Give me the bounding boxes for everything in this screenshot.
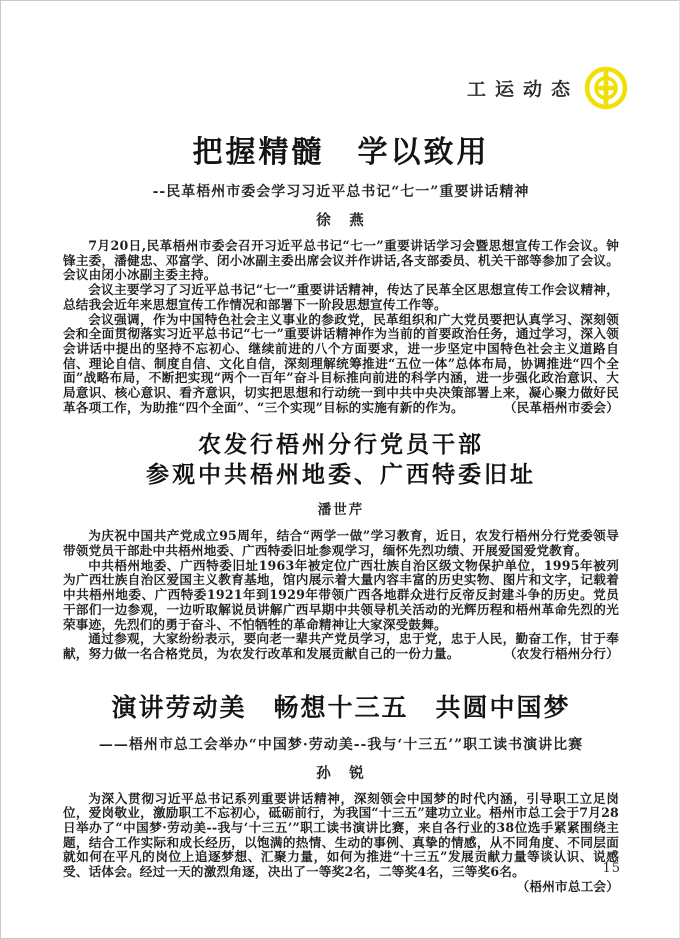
article-1-paragraph: 会议主要学习了习近平总书记“七一”重要讲话精神，传达了民革全区思想宣传工作会议精神，总结我会近年来思想宣传工作情况和部署下一阶段思想宣传工作等。 [63, 282, 619, 312]
article-3 [63, 688, 619, 895]
article-1-paragraph [63, 313, 619, 416]
article-2-paragraph: 中共梧州地委、广西特委旧址1963年被定位广西壮族自治区级文物保护单位，1995年被列为广西壮族自治区爱国主义教育基地，馆内展示着大量内容丰富的历史实物、图片和文字，记载着中共梧州地委、广西特委1921年到1929年带领广西各地群众进行反帝反封建斗争的历史。党员干部们一边参观，一边听取解说员讲解广西早期中共领导机关活动的光辉历程和梧州革命先烈的光荣事迹，先烈们的勇于奋斗、不怕牺牲的革命精神让大家深受鼓舞。 [63, 557, 619, 632]
article-2-author: 潘世芹 [317, 502, 365, 519]
article-1-byline: （民革梧州市委会） [503, 399, 619, 415]
article-3-paragraph [63, 790, 619, 894]
article-1-author: 徐 燕 [316, 212, 366, 229]
article-1-subtitle: --民革梧州市委会学习习近平总书记“七一”重要讲话精神 [152, 184, 530, 200]
article-2-paragraph: 为庆祝中国共产党成立95周年，结合“两学一做”学习教育，近日，农发行梧州分行党委领导带领党员干部赴中共梧州地委、广西特委旧址参观学习，缅怀先烈功绩、开展爱国爱党教育。 [63, 528, 619, 559]
masthead-title: 工运动态 [466, 78, 579, 100]
article-1-title: 把握精髓 学以致用 [192, 135, 490, 170]
page-header [1, 65, 629, 111]
page-content [63, 119, 619, 909]
article-3-byline: （梧州市总工会） [516, 878, 619, 894]
article-2-title [63, 431, 619, 490]
article-1 [63, 127, 619, 415]
article-3-title: 演讲劳动美 畅想十三五 共圆中国梦 [111, 692, 571, 722]
page-number: 15 [602, 861, 621, 876]
article-1-paragraph: 7月20日,民革梧州市委会召开习近平总书记“七一”重要讲话学习会暨思想宣传工作会议。钟锋主委，潘健忠、邓富学、闭小冰副主委出席会议并作讲话,各支部委员、机关干部等参加了会议。会议由闭小冰副主委主持。 [63, 238, 619, 283]
article-3-subtitle: ——梧州市总工会举办“中国梦·劳动美--我与‘十三五’”职工读书演讲比赛 [98, 736, 584, 753]
article-1-paragraph-text: 会议强调，作为中国特色社会主义事业的参政党，民革组织和广大党员要把认真学习、深刻领会和全面贯彻落实习近平总书记“七一”重要讲话精神作为当前的首要政治任务，通过学习，深入领会讲话中提出的坚持不忘初心、继续前进的八个方面要求，进一步坚定中国特色社会主义道路自信、理论自信、制度自信、文化自信，深刻理解统筹推进“五位一体”总体布局，协调推进“四个全面”战略布局，不断把实现“两个一百年”奋斗目标推向前进的科学内涵，进一步强化政治意识、大局意识、核心意识、看齐意识，切实把思想和行动统一到中共中央决策部署上来，凝心聚力做好民革各项工作，为助推“四个全面”、“三个实现”目标的实施有新的作为。 [63, 311, 619, 415]
article-2-byline: （农发行梧州分行） [503, 645, 619, 661]
article-2 [63, 431, 619, 661]
article-2-title-line1: 农发行梧州分行党员干部 [198, 432, 484, 459]
article-3-paragraph-text: 为深入贯彻习近平总书记系列重要讲话精神，深刻领会中国梦的时代内涵，引导职工立足岗位，爱岗敬业，激励职工不忘初心，砥砺前行，为我国“十三五”建功立业。梧州市总工会于7月28日举办了“中国梦·劳动美--我与‘十三五’”职工读书演讲比赛，来自各行业的38位选手紧紧围绕主题，结合工作实际和成长经历，以饱满的热情、生动的事例、真挚的情感，从不同角度、不同层面就如何在平凡的岗位上追逐梦想、汇聚力量，如何为推进“十三五”发展贡献力量等谈认识、说感受、话体会。经过一天的激烈角逐，决出了一等奖2名，二等奖4名，三等奖6名。 [63, 790, 619, 880]
article-2-title-line2: 参观中共梧州地委、广西特委旧址 [146, 461, 536, 488]
article-3-author: 孙 锐 [316, 764, 366, 782]
union-emblem-icon [583, 65, 629, 111]
article-2-paragraph-text: 通过参观，大家纷纷表示，要向老一辈共产党员学习，忠于党，忠于人民，勤奋工作，甘于奉献，努力做一名合格党员，为农发行改革和发展贡献自己的一份力量。 [63, 631, 619, 661]
article-2-paragraph [63, 632, 619, 661]
